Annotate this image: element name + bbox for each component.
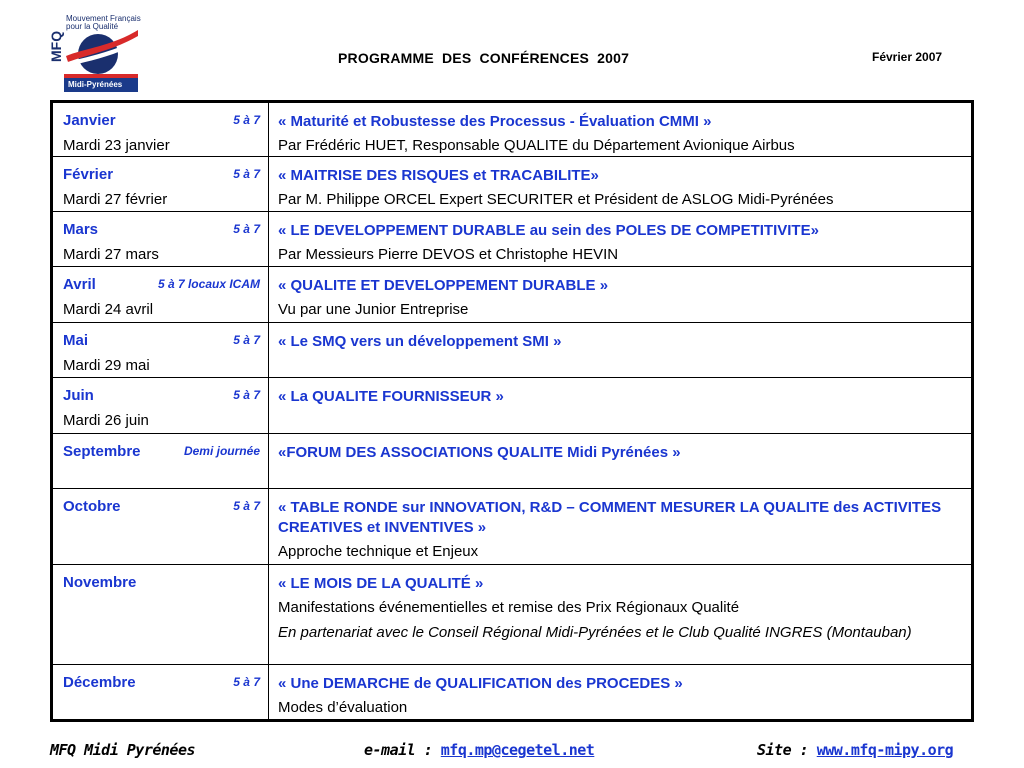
schedule-topic-cell — [269, 102, 973, 157]
session-date: Mardi 23 janvier — [63, 137, 170, 154]
conference-topic: « MAITRISE DES RISQUES et TRACABILITE» — [278, 167, 599, 184]
schedule-row — [52, 665, 973, 721]
footer-site-label: Site : — [757, 741, 817, 759]
month-label: Mars — [63, 221, 99, 238]
time-slot-label: 5 à 7 — [233, 167, 260, 181]
conference-detail: Modes d’évaluation — [278, 699, 408, 716]
schedule-month-cell — [52, 267, 269, 323]
conference-topic: « Maturité et Robustesse des Processus - Évaluation CMMI » — [278, 113, 712, 130]
time-slot-label: 5 à 7 — [233, 499, 260, 513]
schedule-topic-cell — [269, 434, 973, 489]
conference-detail: Par Messieurs Pierre DEVOS et Christophe HEVIN — [278, 246, 619, 263]
schedule-topic-cell — [269, 665, 973, 721]
schedule-row — [52, 323, 973, 378]
mfq-letters-icon — [48, 14, 64, 64]
schedule-topic-cell — [269, 378, 973, 434]
month-label: Février — [63, 166, 114, 183]
schedule-month-cell — [52, 212, 269, 267]
globe-swoosh-icon — [64, 26, 140, 76]
conference-topic: « LE MOIS DE LA QUALITÉ » — [278, 575, 484, 592]
svg-text:MFQ: MFQ — [48, 30, 64, 62]
month-label: Décembre — [63, 674, 136, 691]
month-label: Mai — [63, 332, 89, 349]
schedule-topic-cell — [269, 212, 973, 267]
time-slot-label: 5 à 7 — [233, 222, 260, 236]
logo-banner: Midi-Pyrénées — [64, 78, 138, 92]
session-date: Mardi 26 juin — [63, 412, 149, 429]
month-label: Octobre — [63, 498, 121, 515]
time-slot-label: Demi journée — [183, 444, 260, 458]
time-slot-label: 5 à 7 locaux ICAM — [157, 277, 260, 291]
conference-topic: « Le SMQ vers un développement SMI » — [278, 333, 562, 350]
month-label: Septembre — [63, 443, 141, 460]
session-date: Mardi 29 mai — [63, 357, 150, 374]
conference-topic: «FORUM DES ASSOCIATIONS QUALITE Midi Pyrénées » — [278, 444, 681, 461]
conference-detail: Approche technique et Enjeux — [278, 543, 479, 560]
footer-email-label: e-mail : — [364, 741, 441, 759]
session-date: Mardi 27 mars — [63, 246, 159, 263]
schedule-row — [52, 157, 973, 212]
schedule-topic-cell — [269, 565, 973, 665]
schedule-topic-cell — [269, 267, 973, 323]
schedule-row — [52, 267, 973, 323]
schedule-month-cell — [52, 665, 269, 721]
session-date: Mardi 27 février — [63, 191, 168, 208]
conference-topic: « LE DEVELOPPEMENT DURABLE au sein des POLES DE COMPETITIVITE» — [278, 222, 819, 239]
email-link[interactable]: mfq.mp@cegetel.net — [440, 741, 595, 759]
session-date: Mardi 24 avril — [63, 301, 154, 318]
conference-topic: « QUALITE ET DEVELOPPEMENT DURABLE » — [278, 277, 609, 294]
conference-topic: « La QUALITE FOURNISSEUR » — [278, 388, 504, 405]
conference-detail: Manifestations événementielles et remise des Prix Régionaux Qualité — [278, 599, 740, 616]
schedule-topic-cell — [269, 323, 973, 378]
month-label: Janvier — [63, 112, 116, 129]
conference-detail: Par M. Philippe ORCEL Expert SECURITER et Président de ASLOG Midi-Pyrénées — [278, 191, 834, 208]
time-slot-label: 5 à 7 — [233, 333, 260, 347]
conference-topic: « TABLE RONDE sur INNOVATION, R&D – COMMENT MESURER LA QUALITE des ACTIVITES CREATIVES et INVENTIVES » — [278, 499, 942, 536]
schedule-month-cell — [52, 102, 269, 157]
schedule-month-cell — [52, 323, 269, 378]
page-title: PROGRAMME DES CONFÉRENCES 2007 — [338, 50, 630, 66]
schedule-month-cell — [52, 489, 269, 565]
conference-schedule-table — [50, 100, 974, 722]
schedule-month-cell — [52, 565, 269, 665]
schedule-month-cell — [52, 157, 269, 212]
footer-email — [364, 741, 594, 759]
conference-detail: Par Frédéric HUET, Responsable QUALITE du Département Avionique Airbus — [278, 137, 795, 154]
schedule-topic-cell — [269, 157, 973, 212]
schedule-row — [52, 378, 973, 434]
schedule-month-cell — [52, 434, 269, 489]
schedule-month-cell — [52, 378, 269, 434]
logo-caption-line1: Mouvement Français — [66, 14, 141, 23]
logo-caption-line2: pour la Qualité — [66, 22, 119, 31]
schedule-topic-cell — [269, 489, 973, 565]
website-link[interactable]: www.mfq-mipy.org — [816, 741, 954, 759]
schedule-row — [52, 489, 973, 565]
schedule-row — [52, 565, 973, 665]
schedule-row — [52, 102, 973, 157]
footer-org: MFQ Midi Pyrénées — [50, 741, 196, 759]
time-slot-label: 5 à 7 — [233, 388, 260, 402]
page-date: Février 2007 — [872, 50, 943, 64]
conference-detail: Vu par une Junior Entreprise — [278, 301, 469, 318]
schedule-row — [52, 212, 973, 267]
conference-topic: « Une DEMARCHE de QUALIFICATION des PROCEDES » — [278, 675, 683, 692]
schedule-row — [52, 434, 973, 489]
month-label: Novembre — [63, 574, 137, 591]
time-slot-label: 5 à 7 — [233, 113, 260, 127]
partnership-note: En partenariat avec le Conseil Régional Midi-Pyrénées et le Club Qualité INGRES (Montauban) — [278, 624, 912, 641]
schedule-body — [52, 102, 973, 721]
month-label: Avril — [63, 276, 96, 293]
time-slot-label: 5 à 7 — [233, 675, 260, 689]
mfq-logo — [48, 12, 143, 97]
month-label: Juin — [63, 387, 94, 404]
footer-site — [757, 741, 953, 759]
